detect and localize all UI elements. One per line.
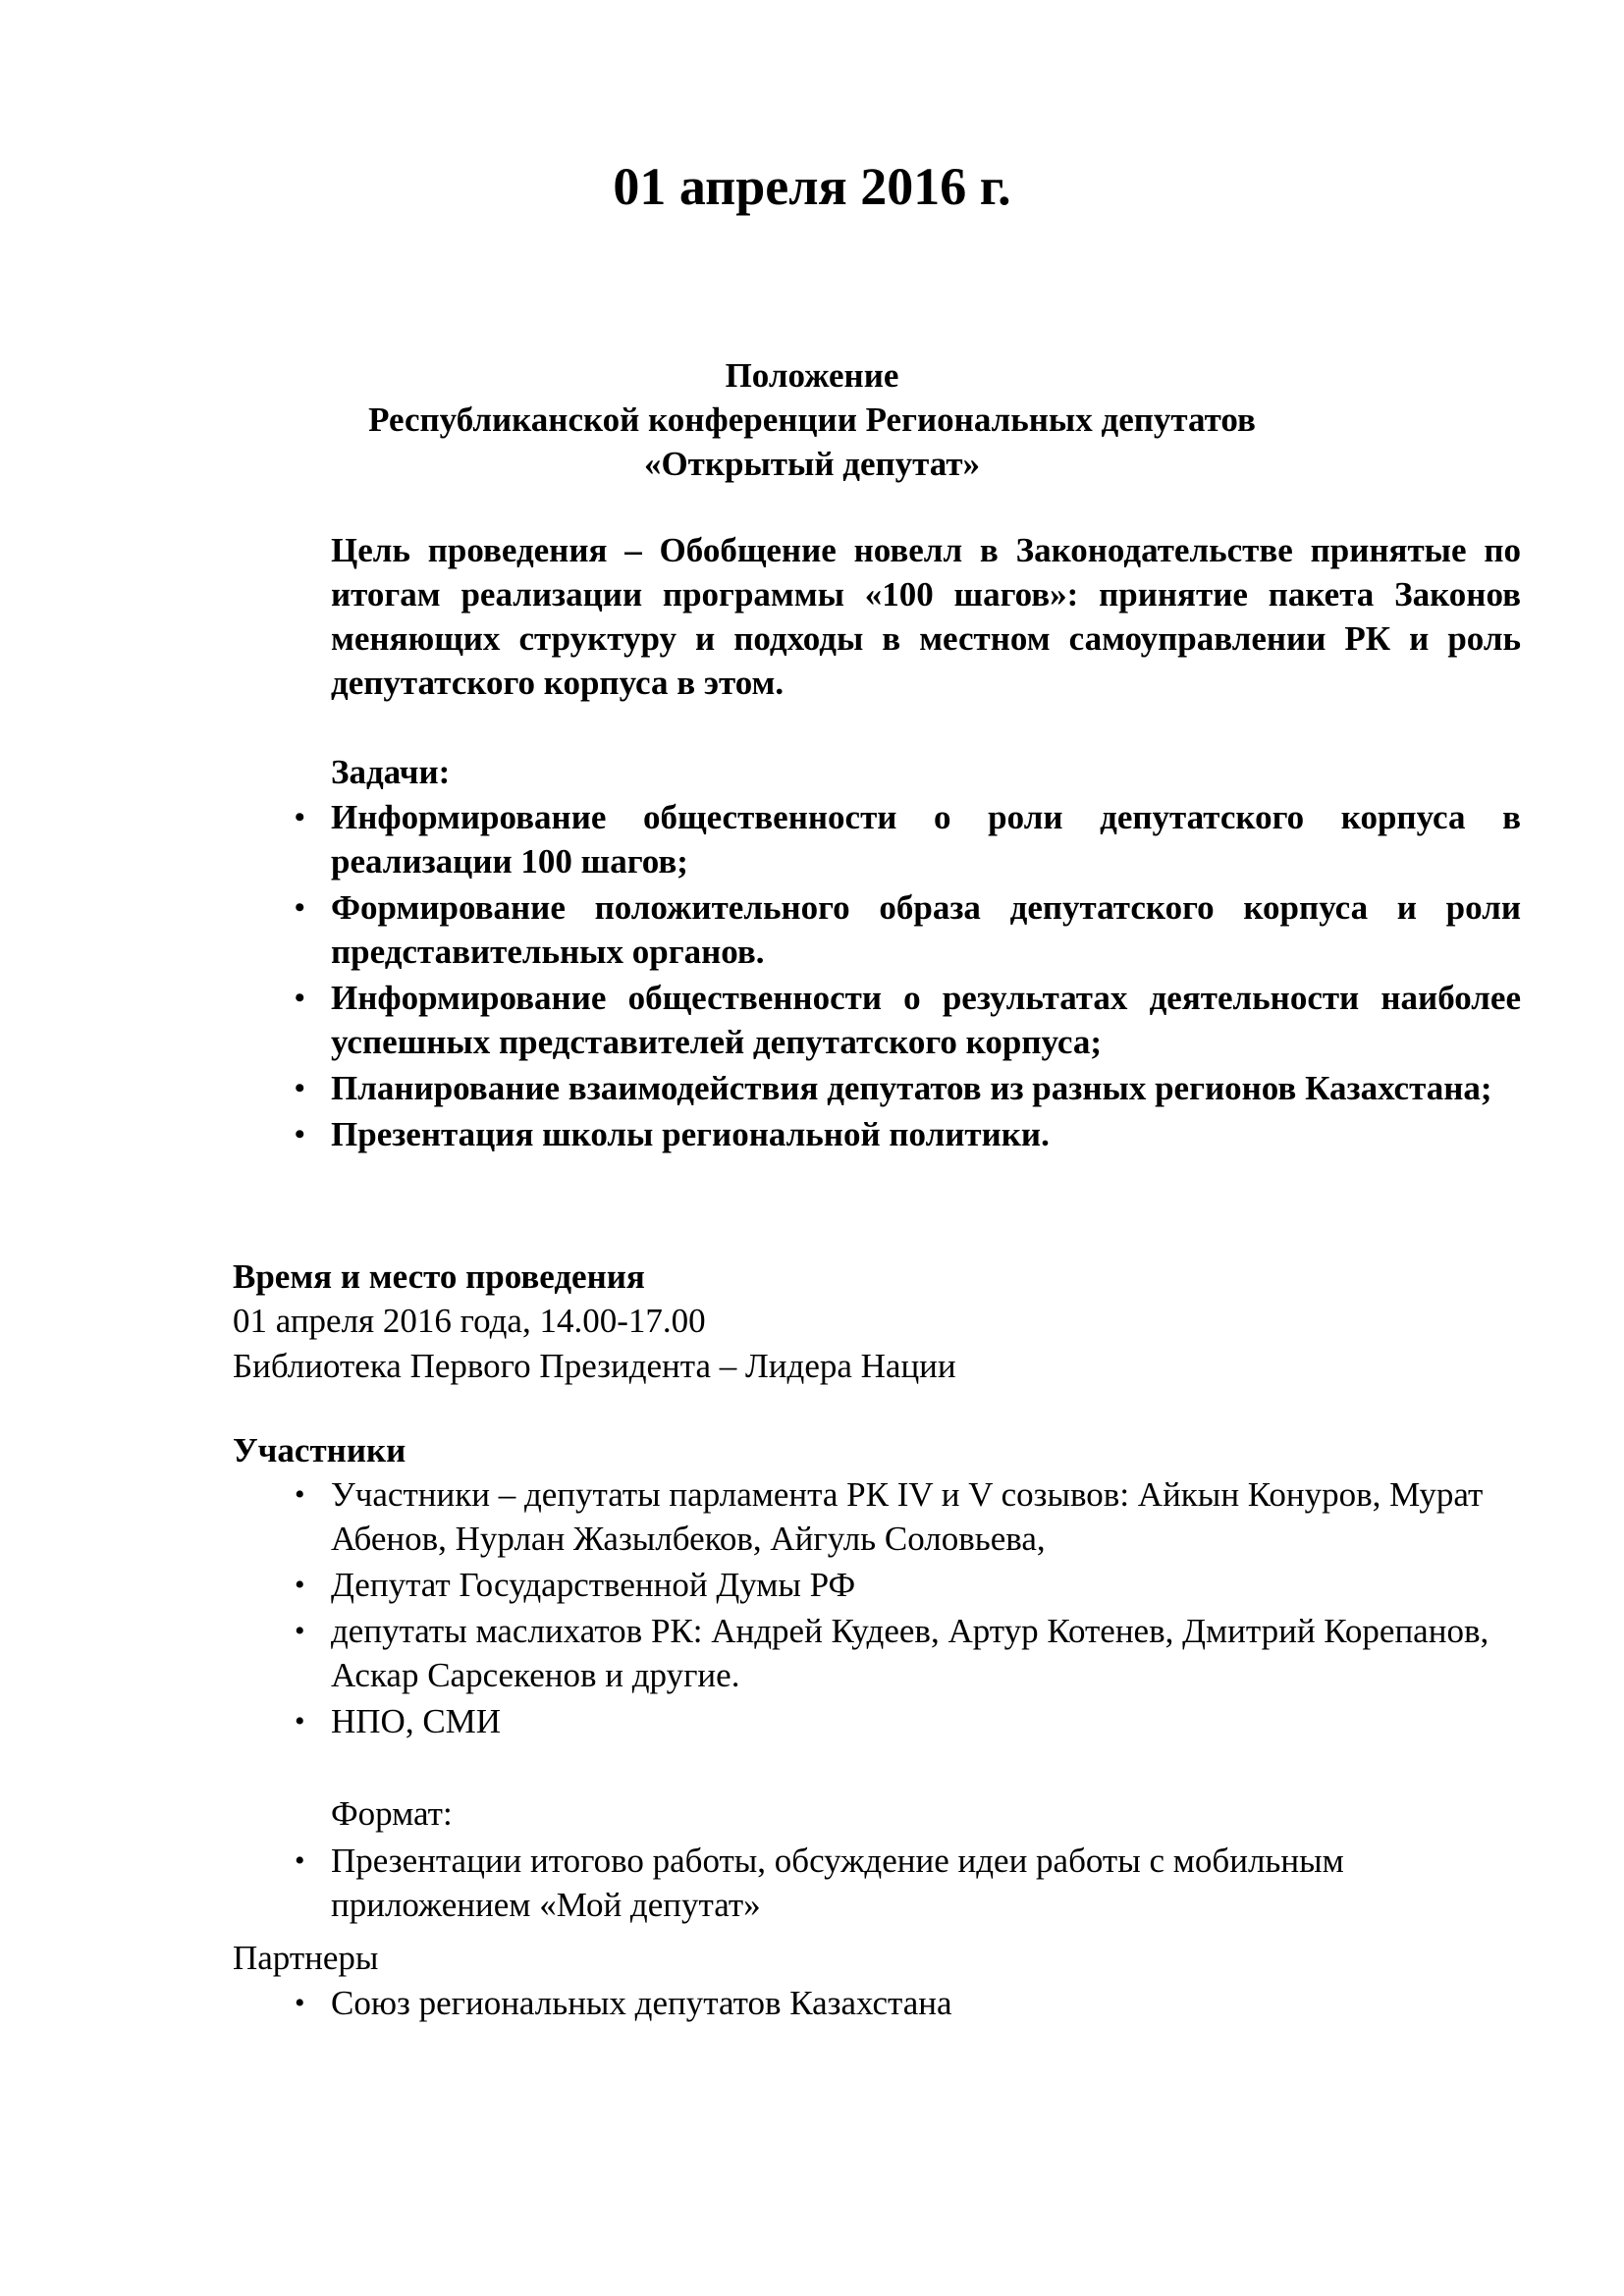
tasks-label: Задачи: bbox=[331, 753, 451, 791]
bullet-icon: • bbox=[295, 1987, 305, 2019]
document-date-title: 01 апреля 2016 г. bbox=[613, 157, 1011, 216]
bullet-icon: • bbox=[295, 982, 305, 1014]
participant-item-text: НПО, СМИ bbox=[331, 1702, 502, 1740]
bullet-icon: • bbox=[295, 1118, 305, 1150]
bullet-icon: • bbox=[295, 1705, 305, 1737]
list-item bbox=[295, 1981, 1521, 2025]
task-item-text: Планирование взаимодействия депутатов из разных регионов Казахстана; bbox=[331, 1069, 1492, 1107]
bullet-icon: • bbox=[295, 1615, 305, 1647]
task-item-text: Презентация школы региональной политики. bbox=[331, 1115, 1050, 1153]
task-item-text: Информирование общественности о роли депутатского корпуса в реализации 100 шагов; bbox=[331, 798, 1521, 881]
list-item bbox=[295, 885, 1521, 974]
participant-item-text: Участники – депутаты парламента РК IV и V созывов: Айкын Конуров, Мурат Абенов, Нурлан Жазылбеков, Айгуль Соловьева, bbox=[331, 1475, 1484, 1558]
list-item bbox=[295, 795, 1521, 883]
format-label: Формат: bbox=[331, 1794, 453, 1833]
list-item bbox=[295, 976, 1521, 1064]
list-item bbox=[295, 1066, 1521, 1110]
list-item bbox=[295, 1839, 1521, 1927]
tasks-list bbox=[295, 795, 1521, 1158]
list-item bbox=[295, 1472, 1521, 1561]
partners-label: Партнеры bbox=[233, 1939, 379, 1977]
task-item-text: Информирование общественности о результатах деятельности наиболее успешных представителей депутатского корпуса; bbox=[331, 979, 1521, 1061]
participants-label: Участники bbox=[233, 1431, 406, 1469]
bullet-icon: • bbox=[295, 891, 305, 924]
task-item-text: Формирование положительного образа депутатского корпуса и роли представительных органов. bbox=[331, 888, 1521, 971]
format-list bbox=[295, 1839, 1521, 1929]
heading-line-3: «Открытый депутат» bbox=[643, 445, 981, 483]
event-venue: Библиотека Первого Президента – Лидера Нации bbox=[233, 1347, 956, 1385]
event-datetime: 01 апреля 2016 года, 14.00-17.00 bbox=[233, 1302, 706, 1340]
time-place-label: Время и место проведения bbox=[233, 1257, 645, 1296]
list-item bbox=[295, 1112, 1521, 1156]
partners-list bbox=[295, 1981, 1521, 2027]
heading-line-1: Положение bbox=[725, 356, 899, 395]
list-item bbox=[295, 1699, 1521, 1743]
bullet-icon: • bbox=[295, 1569, 305, 1601]
bullet-icon: • bbox=[295, 1844, 305, 1877]
bullet-icon: • bbox=[295, 801, 305, 833]
participant-item-text: Депутат Государственной Думы РФ bbox=[331, 1566, 856, 1604]
heading-line-2: Республиканской конференции Региональных депутатов bbox=[368, 400, 1256, 439]
participants-list bbox=[295, 1472, 1521, 1745]
partner-item-text: Союз региональных депутатов Казахстана bbox=[331, 1984, 952, 2022]
format-item-text: Презентации итогово работы, обсуждение идеи работы с мобильным приложением «Мой депутат» bbox=[331, 1842, 1344, 1924]
bullet-icon: • bbox=[295, 1072, 305, 1104]
goal-paragraph: Цель проведения – Обобщение новелл в Законодательстве принятые по итогам реализации программы «100 шагов»: принятие пакета Законов меняющих структуру и подходы в местном самоуправлении РК и роль депутатского корпуса в этом. bbox=[331, 531, 1521, 702]
participant-item-text: депутаты маслихатов РК: Андрей Кудеев, Артур Котенев, Дмитрий Корепанов, Аскар Сарсекенов и другие. bbox=[331, 1612, 1489, 1694]
document-heading bbox=[0, 353, 1624, 486]
list-item bbox=[295, 1563, 1521, 1607]
list-item bbox=[295, 1609, 1521, 1697]
bullet-icon: • bbox=[295, 1478, 305, 1511]
